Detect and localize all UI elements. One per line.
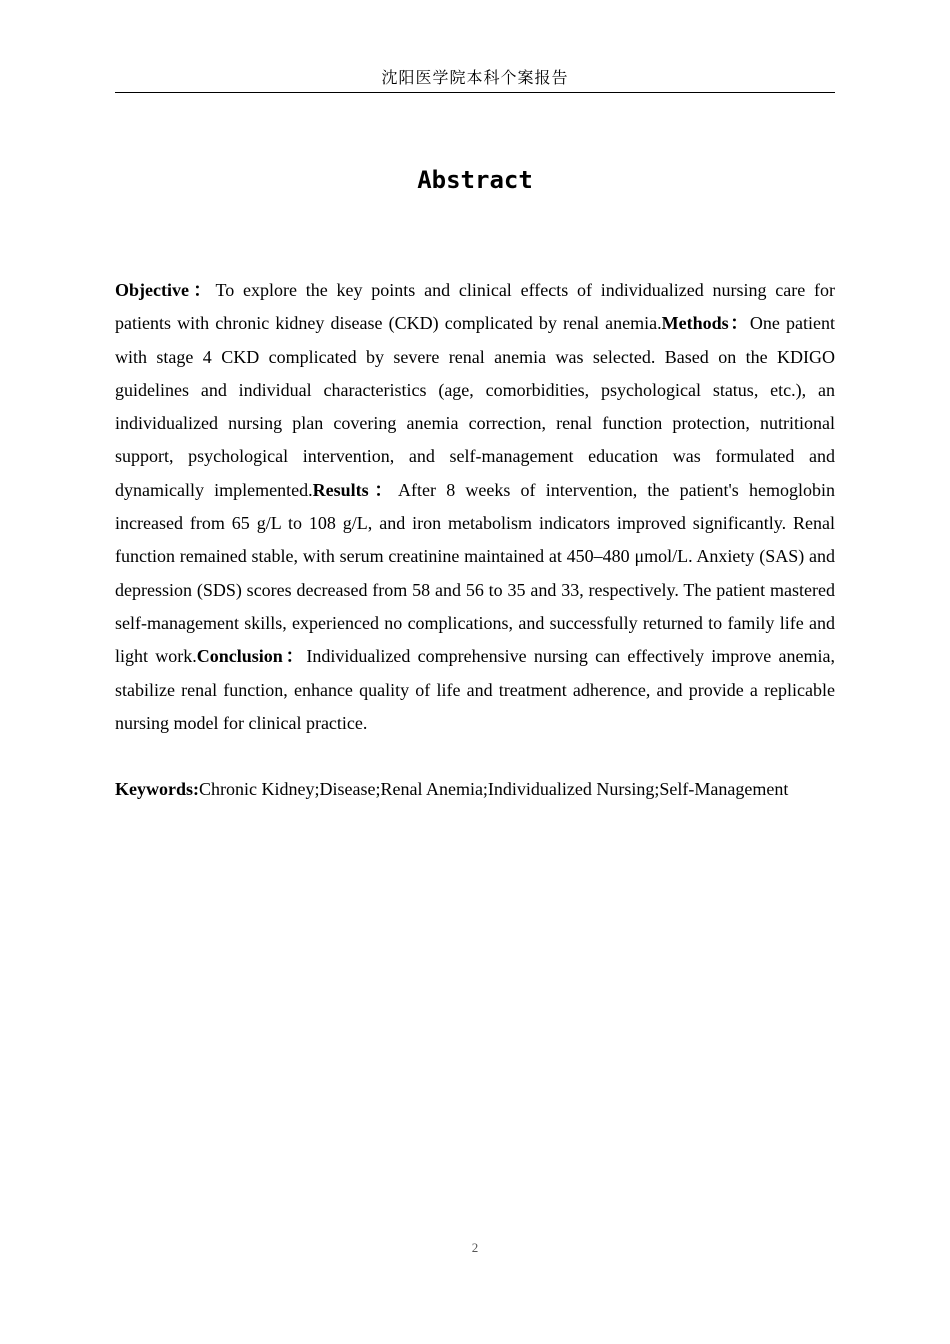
methods-text: One patient with stage 4 CKD complicated by severe renal anemia was selected. Based on the KDIGO guidelines and individual characteristics (age, comorbidities, psychological status, etc.), an individualized nursing plan covering anemia correction, renal function protection, nutritional support, psychological intervention, and self-management education was formulated and dynamically implemented. [115,313,835,500]
keywords-text: Chronic Kidney;Disease;Renal Anemia;Individualized Nursing;Self-Management [199,779,789,799]
abstract-paragraph [115,274,835,740]
conclusion-label: Conclusion： [196,646,307,667]
conclusion-text: Individualized comprehensive nursing can effectively improve anemia, stabilize renal function, enhance quality of life and treatment adherence, and provide a replicable nursing model for clinical practice. [115,646,836,733]
results-label: Results： [312,479,399,500]
objective-label: Objective： [115,280,216,300]
page-number: 2 [471,1240,479,1255]
keywords-label: Keywords: [115,779,199,799]
keywords-paragraph [115,773,835,806]
page-header [115,66,835,93]
header-title: 沈阳医学院本科个案报告 [381,68,569,87]
abstract-title: Abstract [417,166,533,194]
results-text: After 8 weeks of intervention, the patient's hemoglobin increased from 65 g/L to 108 g/L, and iron metabolism indicators improved significantly. Renal function remained stable, with serum creatinine maintained at 450–480 μmol/L. Anxiety (SAS) and depression (SDS) scores decreased from 58 and 56 to 35 and 33, respectively. The patient mastered self-management skills, experienced no complications, and successfully returned to family life and light work. [115,479,835,667]
objective-text: To explore the key points and clinical effects of individualized nursing care for patients with chronic kidney disease (CKD) complicated by renal anemia. [115,280,835,334]
methods-label: Methods： [661,313,750,334]
